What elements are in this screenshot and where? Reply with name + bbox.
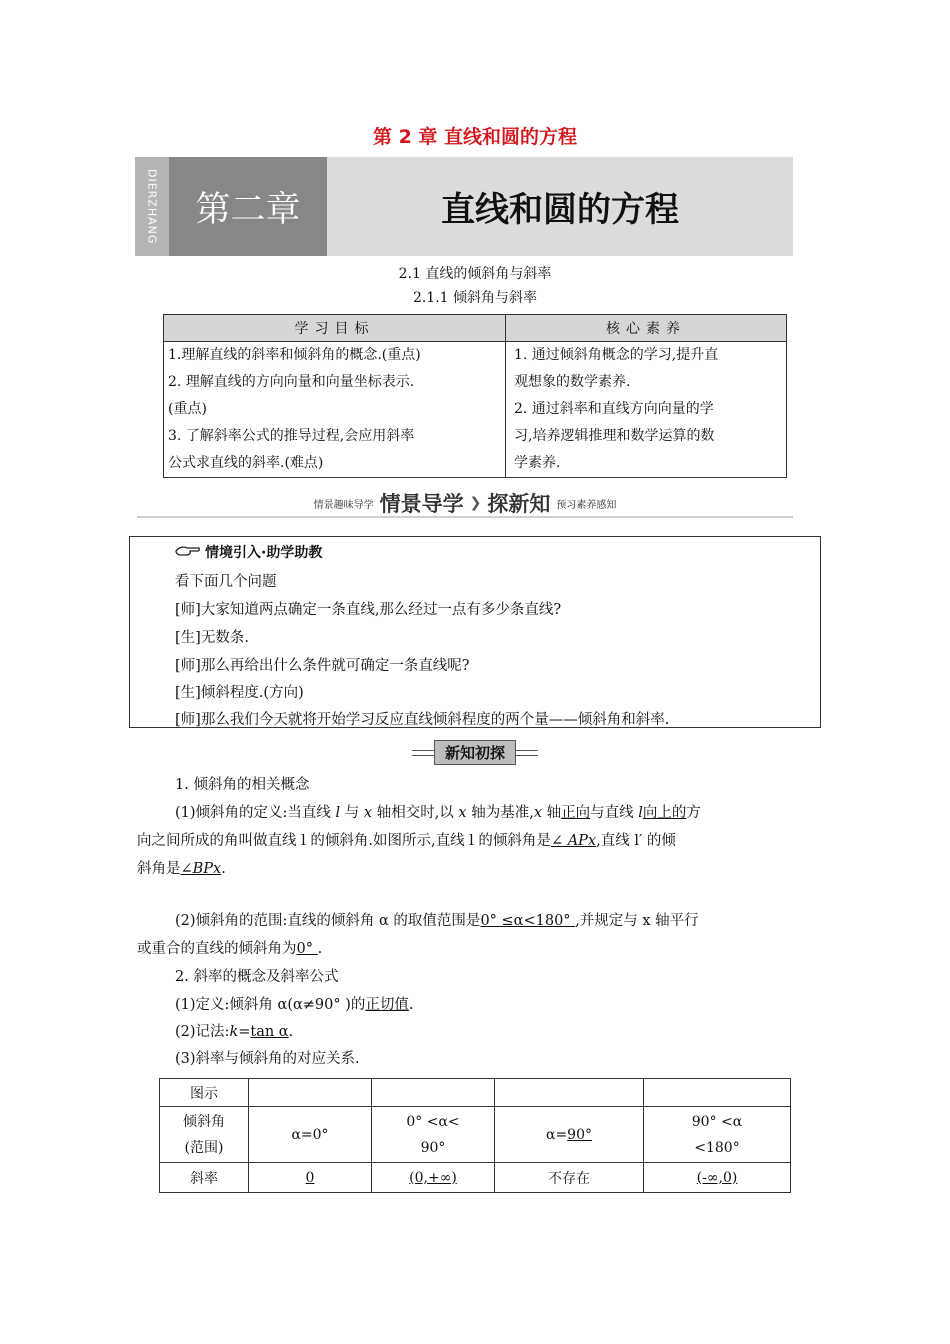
goals-right-cell [506, 342, 787, 478]
blank-answer: 0° ≤α<180° [480, 913, 576, 929]
pointing-hand-icon [175, 543, 201, 561]
item2-title: 2. 斜率的概念及斜率公式 [175, 969, 339, 985]
intro-line: [生]倾斜程度.(方向) [175, 685, 304, 701]
section-heading: 2.1 直线的倾斜角与斜率 [398, 266, 552, 282]
inclination-definition: (1)倾斜角的定义:当直线 l 与 x 轴相交时,以 x 轴为基准,x 轴正向与直线 l向上的方 [175, 805, 701, 821]
banner-chapter-box: 第二章 [169, 157, 327, 256]
inclination-definition-line2: 向之间所成的角叫做直线 l 的倾斜角.如图所示,直线 l 的倾斜角是∠ APx,直线 l′ 的倾 [137, 833, 676, 849]
slope-angle-relation-table [159, 1078, 791, 1193]
figure-cell [495, 1079, 644, 1107]
slope-cell [249, 1163, 372, 1193]
inclination-definition-line3: 斜角是∠BPx. [137, 861, 226, 877]
blank-answer: 正切值 [365, 997, 409, 1013]
angle-cell: α=90° [495, 1107, 644, 1163]
blank-answer: 0° [296, 941, 318, 957]
row-label-figure: 图示 [160, 1079, 249, 1107]
chapter-title: 第 2 章 直线和圆的方程 [372, 126, 578, 148]
relation-intro: (3)斜率与倾斜角的对应关系. [175, 1051, 360, 1067]
blank-answer: tan α [250, 1024, 289, 1040]
goal-line: 1.理解直线的斜率和倾斜角的概念.(重点) [168, 347, 421, 363]
strip-title-1: 情景导学 [379, 492, 464, 516]
figure-cell [644, 1079, 791, 1107]
literacy-line: 2. 通过斜率和直线方向向量的学 [514, 401, 714, 417]
blank-answer: 向上的 [642, 805, 687, 821]
row-label-slope: 斜率 [160, 1163, 249, 1193]
blank-answer: (-∞,0) [696, 1169, 738, 1186]
item1-title: 1. 倾斜角的相关概念 [175, 777, 310, 793]
row-label-angle: 倾斜角 (范围) [160, 1107, 249, 1163]
new-knowledge-banner [0, 740, 950, 765]
slope-notation: (2)记法:k=tan α. [175, 1024, 294, 1040]
strip-title-2: 探新知 [487, 492, 551, 516]
chevron-right-icon: ❯ [469, 495, 482, 511]
blank-answer: (0,+∞) [409, 1169, 457, 1186]
banner-vertical-label [135, 157, 169, 256]
intro-line: [师]那么再给出什么条件就可确定一条直线呢? [175, 658, 470, 674]
angle-cell: 90° <α <180° [644, 1107, 791, 1163]
blank-answer: ∠ APx [550, 833, 597, 849]
intro-line: [师]那么我们今天就将开始学习反应直线倾斜程度的两个量——倾斜角和斜率. [175, 712, 670, 728]
blank-answer: 正向 [561, 805, 591, 821]
blank-answer: 90° [567, 1126, 592, 1143]
inclination-range: (2)倾斜角的范围:直线的倾斜角 α 的取值范围是0° ≤α<180° ,并规定与 x 轴平行 [175, 913, 699, 929]
inclination-range-line2: 或重合的直线的倾斜角为0° . [137, 941, 323, 957]
banner-left-bar [412, 750, 434, 756]
literacy-line: 1. 通过倾斜角概念的学习,提升直 [514, 347, 719, 363]
intro-line: [师]大家知道两点确定一条直线,那么经过一点有多少条直线? [175, 602, 562, 618]
goal-line: (重点) [168, 401, 207, 417]
strip-divider [137, 516, 793, 518]
new-knowledge-title: 新知初探 [434, 740, 516, 765]
angle-cell: 0° <α< 90° [372, 1107, 495, 1163]
intro-box-heading [175, 542, 322, 562]
banner-right-bar [516, 750, 538, 756]
goals-header-right: 核心素养 [506, 315, 787, 342]
slope-cell [372, 1163, 495, 1193]
intro-line: [生]无数条. [175, 630, 249, 646]
angle-cell: α=0° [249, 1107, 372, 1163]
subsection-heading: 2.1.1 倾斜角与斜率 [412, 290, 538, 306]
literacy-line: 学素养. [514, 455, 561, 471]
goal-line: 公式求直线的斜率.(难点) [168, 455, 324, 471]
blank-answer: ∠BPx [180, 861, 222, 877]
goals-left-cell [164, 342, 506, 478]
strip-right-label: 预习素养感知 [556, 499, 617, 511]
banner-vertical-text: DIERZHANG [145, 168, 159, 245]
banner-main-title: 直线和圆的方程 [441, 190, 679, 230]
goal-line: 3. 了解斜率公式的推导过程,会应用斜率 [168, 428, 415, 444]
learning-goals-table [163, 314, 787, 478]
goal-line: 2. 理解直线的方向向量和向量坐标表示. [168, 374, 415, 390]
slope-definition: (1)定义:倾斜角 α(α≠90° )的正切值. [175, 997, 414, 1013]
slope-cell: 不存在 [495, 1163, 644, 1193]
figure-cell [249, 1079, 372, 1107]
blank-answer: 0 [305, 1169, 315, 1186]
literacy-line: 观想象的数学素养. [514, 374, 631, 390]
slope-cell [644, 1163, 791, 1193]
section-strip [137, 490, 793, 516]
literacy-line: 习,培养逻辑推理和数学运算的数 [514, 428, 715, 444]
figure-cell [372, 1079, 495, 1107]
goals-header-left: 学习目标 [164, 315, 506, 342]
strip-left-label: 情景趣味导学 [313, 499, 374, 511]
intro-line: 看下面几个问题 [175, 574, 277, 590]
intro-heading-text: 情境引入·助学助教 [205, 545, 323, 561]
